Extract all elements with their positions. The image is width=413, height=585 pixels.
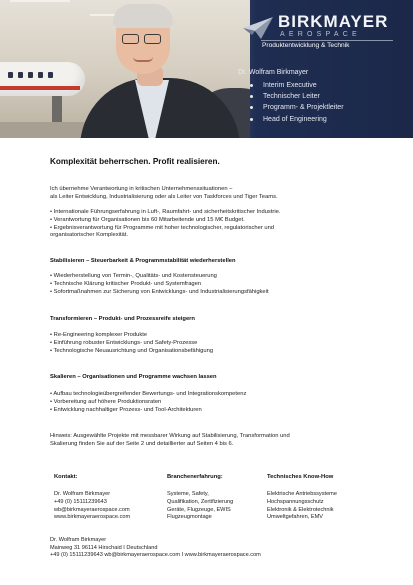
page-headline: Komplexität beherrschen. Profit realisieren. bbox=[50, 157, 220, 166]
header-roles-list bbox=[250, 80, 344, 125]
contact-list bbox=[54, 491, 130, 522]
knowhow-item: Elektronik & Elektrotechnik bbox=[267, 506, 334, 513]
contact-title: Kontakt: bbox=[54, 474, 78, 480]
header-person-name: Dr. Wolfram Birkmayer bbox=[238, 69, 309, 76]
footer-address: Mainweg 31 96114 Hirschaid I Deutschland bbox=[50, 544, 158, 551]
knowhow-item: Elektrische Antriebssysteme bbox=[267, 491, 337, 497]
contact-name: Dr. Wolfram Birkmayer bbox=[54, 491, 111, 497]
role-item: Interim Executive bbox=[250, 80, 344, 91]
highlight-item: • Verantwortung für Organisationen bis 60 Mitarbeitende und 15 M€ Budget. bbox=[50, 216, 245, 223]
industry-item: Flugzeugmontage bbox=[167, 514, 212, 521]
contact-phone: +49 (0) 15111239643 bbox=[54, 498, 107, 505]
industry-item: Geräte, Flugzeuge, EWIS bbox=[167, 506, 231, 513]
knowhow-list bbox=[267, 491, 337, 522]
footer bbox=[50, 537, 261, 560]
plane-logo-icon bbox=[243, 14, 273, 40]
section-title-transform: Transformieren – Produkt- und Prozessreife steigern bbox=[50, 316, 195, 322]
brand-logo bbox=[243, 12, 393, 56]
list-item: • Technische Klärung kritischer Produkt- und Systemfragen bbox=[50, 280, 202, 287]
brand-tagline: Produktentwicklung & Technik bbox=[262, 42, 350, 49]
note-line: Hinweis: Ausgewählte Projekte mit messbarer Wirkung auf Stabilisierung, Transformation und bbox=[50, 433, 290, 439]
intro-line: Ich übernehme Verantwortung in kritischen Unternehmenssituationen – bbox=[50, 186, 233, 192]
section-title-stabilize: Stabilisieren – Steuerbarkeit & Programmstabilität wiederherstellen bbox=[50, 258, 236, 264]
list-item: • Re-Engineering komplexer Produkte bbox=[50, 332, 148, 338]
list-item: • Wiederherstellung von Termin-, Qualitäts- und Kostensteuerung bbox=[50, 273, 217, 279]
role-item: Head of Engineering bbox=[250, 114, 344, 125]
role-item: Programm- & Projektleiter bbox=[250, 102, 344, 113]
intro-line: als Leiter Entwicklung, Industrialisierung oder als Leiter von Taskforces und Tiger Teams. bbox=[50, 194, 278, 200]
list-item: • Sofortmaßnahmen zur Sicherung von Entwicklungs- und Industrialisierungsfähigkeit bbox=[50, 288, 269, 295]
brand-name: BIRKMAYER bbox=[278, 12, 389, 31]
portrait-photo bbox=[0, 0, 250, 138]
brand-subtitle: AEROSPACE bbox=[280, 31, 361, 38]
contact-email: wb@birkmayeraerospace.com bbox=[54, 506, 130, 513]
highlight-item: • Ergebnisverantwortung für Programme mit hoher technologischer, regulatorischer und bbox=[50, 224, 275, 231]
list-item: • Vorbereitung auf höhere Produktionsraten bbox=[50, 398, 162, 405]
list-item: • Entwicklung nachhaltiger Prozess- und Tool-Architekturen bbox=[50, 406, 202, 413]
highlights-list bbox=[50, 209, 280, 240]
knowhow-item: Hochspannungsschutz bbox=[267, 498, 324, 505]
list-item: • Einführung robuster Entwicklungs- und Safety-Prozesse bbox=[50, 339, 198, 346]
industry-item: Qualifikation, Zertifizierung bbox=[167, 498, 234, 505]
footer-contact: +49 (0) 15111239643 wb@birkmayeraerospace.com I www.birkmayeraerospace.com bbox=[50, 552, 261, 559]
footer-name: Dr. Wolfram Birkmayer bbox=[50, 537, 107, 543]
section-title-scale: Skalieren – Organisationen und Programme wachsen lassen bbox=[50, 374, 217, 380]
industry-item: Systeme, Safety, bbox=[167, 491, 209, 497]
note-line: Skalierung finden Sie auf der Seite 2 und detaillierter auf Seiten 4 bis 6. bbox=[50, 441, 234, 447]
knowhow-item: Umweltgefahren, EMV bbox=[267, 514, 323, 521]
section-list-stabilize bbox=[50, 273, 269, 296]
highlight-item: organisatorischer Komplexität. bbox=[50, 232, 128, 239]
role-item: Technischer Leiter bbox=[250, 91, 344, 102]
section-list-scale bbox=[50, 391, 246, 414]
aircraft-illustration bbox=[0, 62, 85, 96]
list-item: • Aufbau technologieübergreifender Bewertungs- und Integrationskompetenz bbox=[50, 391, 247, 397]
contact-website: www.birkmayeraerospace.com bbox=[54, 514, 131, 521]
industry-list bbox=[167, 491, 233, 522]
knowhow-title: Technisches Know-How bbox=[267, 474, 334, 480]
list-item: • Technologische Neuausrichtung und Organisationsbefähigung bbox=[50, 347, 214, 354]
header-banner bbox=[0, 0, 413, 138]
highlight-item: • Internationale Führungserfahrung in Luft-, Raumfahrt- und sicherheitskritischer Industrie. bbox=[50, 209, 281, 215]
industry-title: Branchenerfahrung: bbox=[167, 474, 223, 480]
section-list-transform bbox=[50, 332, 213, 355]
